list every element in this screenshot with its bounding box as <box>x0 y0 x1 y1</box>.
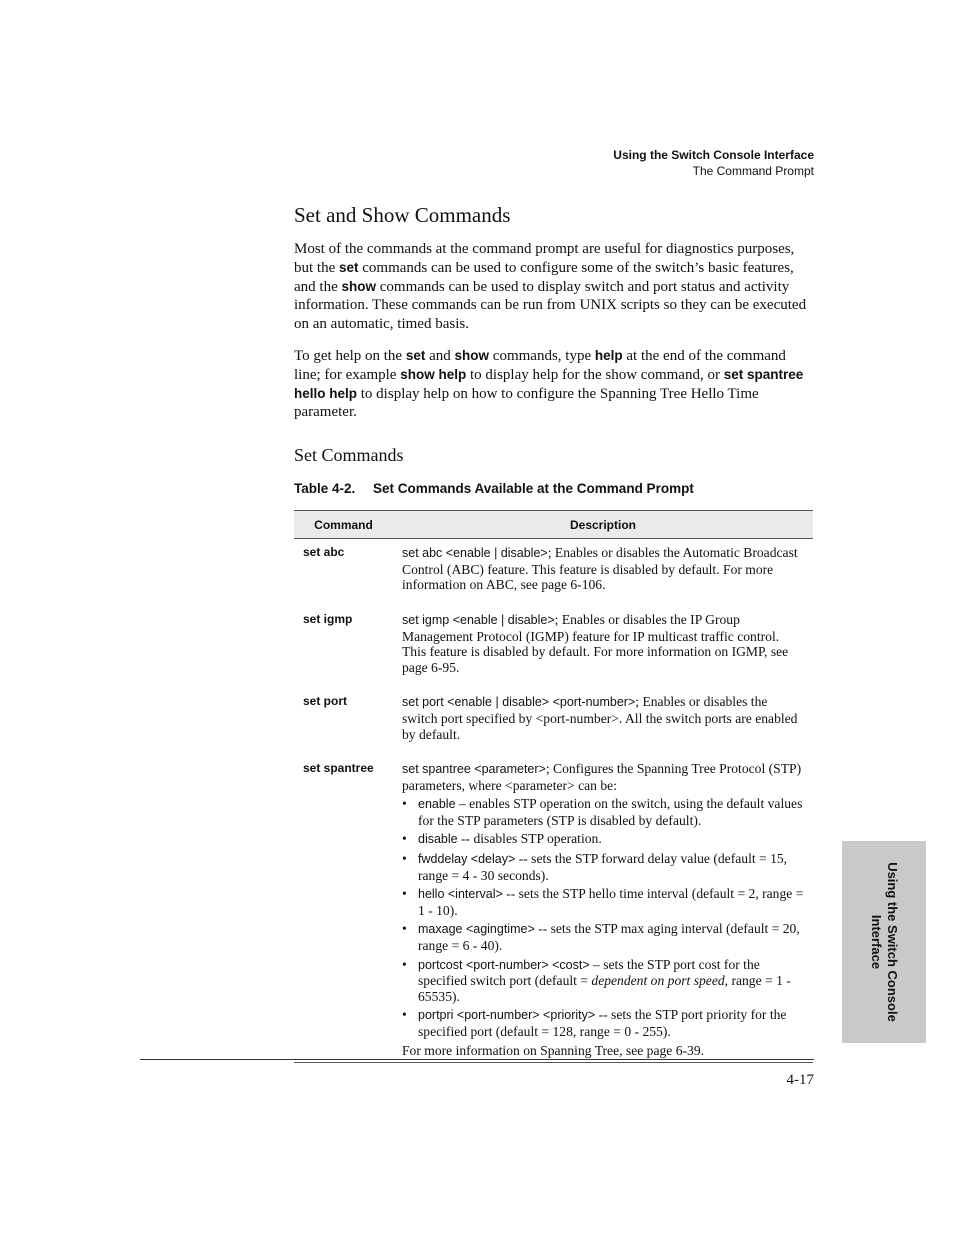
keyword-show: show <box>454 347 490 363</box>
list-item <box>402 957 805 1005</box>
description-cell <box>393 539 813 606</box>
syntax: set port <enable | disable> <port-number> <box>402 695 636 710</box>
description-cell <box>393 688 813 755</box>
spantree-note: For more information on Spanning Tree, see page 6-39. <box>402 1042 705 1058</box>
option-code: portcost <port-number> <cost> <box>418 957 590 972</box>
bullet-icon: • <box>402 851 407 867</box>
option-text: -- sets the STP forward delay value (default = 15, range = 4 - 30 seconds). <box>418 851 788 883</box>
bullet-icon: • <box>402 886 407 902</box>
parameter-list <box>402 796 805 1039</box>
bullet-icon: • <box>402 1007 407 1023</box>
option-text-italic: dependent on port speed <box>591 973 725 989</box>
bullet-icon: • <box>402 831 407 847</box>
description-text: ; Enables or disables the IP Group Management Protocol (IGMP) feature for IP multicast traffic control. This feature is disabled by default. For more information on IGMP, see page 6-95. <box>402 611 789 675</box>
keyword-show: show <box>341 278 376 294</box>
keyword-help: help <box>594 347 623 363</box>
text: commands can be used to display switch and port status and activity information. These commands can be run from UNIX scripts so they can be executed on an automatic, timed basis. <box>294 278 807 333</box>
option-text: -- disables STP operation. <box>457 831 602 847</box>
description-text: ; Configures the Spanning Tree Protocol (STP) parameters, where <parameter> can be: <box>402 761 802 793</box>
keyword-set: set <box>405 347 426 363</box>
main-content <box>294 200 814 1063</box>
table-caption-number: Table 4-2. <box>294 481 356 497</box>
table-header-row <box>294 511 813 539</box>
side-tab-label: Using the Switch Console Interface <box>869 862 900 1022</box>
keyword-set: set <box>339 259 359 275</box>
table-row <box>294 688 813 755</box>
chapter-side-tab <box>842 841 926 1043</box>
list-item <box>402 831 805 848</box>
command-cell: set igmp <box>303 611 353 626</box>
table-row <box>294 755 813 1063</box>
running-header <box>613 147 814 179</box>
list-item <box>402 1007 805 1039</box>
description-text: ; Enables or disables the switch port specified by <port-number>. All the switch ports are enabled by default. <box>402 694 798 742</box>
command-cell: set port <box>303 694 348 709</box>
keyword-set-spantree-hello-help: set spantree hello help <box>294 366 804 401</box>
option-code: enable <box>418 797 456 812</box>
option-text: -- sets the STP hello time interval (default = 2, range = 1 - 10). <box>418 886 804 918</box>
set-commands-table <box>294 510 813 1063</box>
syntax: set spantree <parameter> <box>402 762 546 777</box>
list-item <box>402 796 805 828</box>
footer-rule <box>140 1059 814 1060</box>
text: to display help on how to configure the Spanning Tree Hello Time parameter. <box>294 385 759 421</box>
list-item <box>402 921 805 953</box>
running-header-section: The Command Prompt <box>692 164 814 178</box>
option-text: , range = 1 - 65535). <box>418 973 791 1004</box>
command-cell: set spantree <box>294 755 393 1063</box>
syntax: set igmp <enable | disable> <box>402 612 555 627</box>
option-code: hello <interval> <box>418 887 503 902</box>
text: and <box>425 347 455 364</box>
list-item <box>402 886 805 918</box>
section-title: Set and Show Commands <box>294 203 511 227</box>
description-cell <box>393 606 813 688</box>
option-text: – sets the STP port cost for the specified switch port (default = <box>418 956 760 989</box>
running-header-chapter: Using the Switch Console Interface <box>613 148 814 162</box>
table-row <box>294 539 813 606</box>
page-number: 4-17 <box>786 1072 814 1088</box>
option-text: – enables STP operation on the switch, using the default values for the STP parameters (STP is disabled by default). <box>418 796 803 828</box>
option-text: -- sets the STP max aging interval (default = 20, range = 6 - 40). <box>418 921 800 954</box>
option-text: -- sets the STP port priority for the specified port (default = 128, range = 0 - 255). <box>418 1007 787 1040</box>
table-caption <box>294 480 814 498</box>
keyword-show-help: show help <box>400 366 467 382</box>
syntax: set abc <enable | disable> <box>402 546 548 561</box>
text: to display help for the show command, or <box>466 366 724 383</box>
text: at the end of the command line; for example <box>294 347 786 383</box>
table-row <box>294 606 813 688</box>
list-item <box>402 851 805 883</box>
bullet-icon: • <box>402 796 407 812</box>
description-cell <box>393 755 813 1063</box>
text: commands, type <box>489 347 595 364</box>
description-text: ; Enables or disables the Automatic Broadcast Control (ABC) feature. This feature is disabled by default. For more information on ABC, see page 6-106. <box>402 545 798 593</box>
text: commands can be used to configure some of the switch’s basic features, and the <box>294 259 794 295</box>
column-header-command: Command <box>294 511 393 539</box>
intro-paragraph <box>294 240 814 334</box>
bullet-icon: • <box>402 956 407 972</box>
help-paragraph <box>294 347 814 422</box>
table-caption-text: Set Commands Available at the Command Prompt <box>373 481 694 497</box>
command-cell: set abc <box>303 545 345 560</box>
text: To get help on the <box>294 347 406 364</box>
bullet-icon: • <box>402 921 407 937</box>
option-code: fwddelay <delay> <box>418 852 516 867</box>
option-code: maxage <agingtime> <box>418 922 535 937</box>
option-code: disable <box>418 832 458 847</box>
subheading: Set Commands <box>294 445 404 466</box>
text: Most of the commands at the command prompt are useful for diagnostics purposes, but the <box>294 241 795 276</box>
column-header-description: Description <box>393 511 813 539</box>
option-code: portpri <port-number> <priority> <box>418 1008 596 1023</box>
